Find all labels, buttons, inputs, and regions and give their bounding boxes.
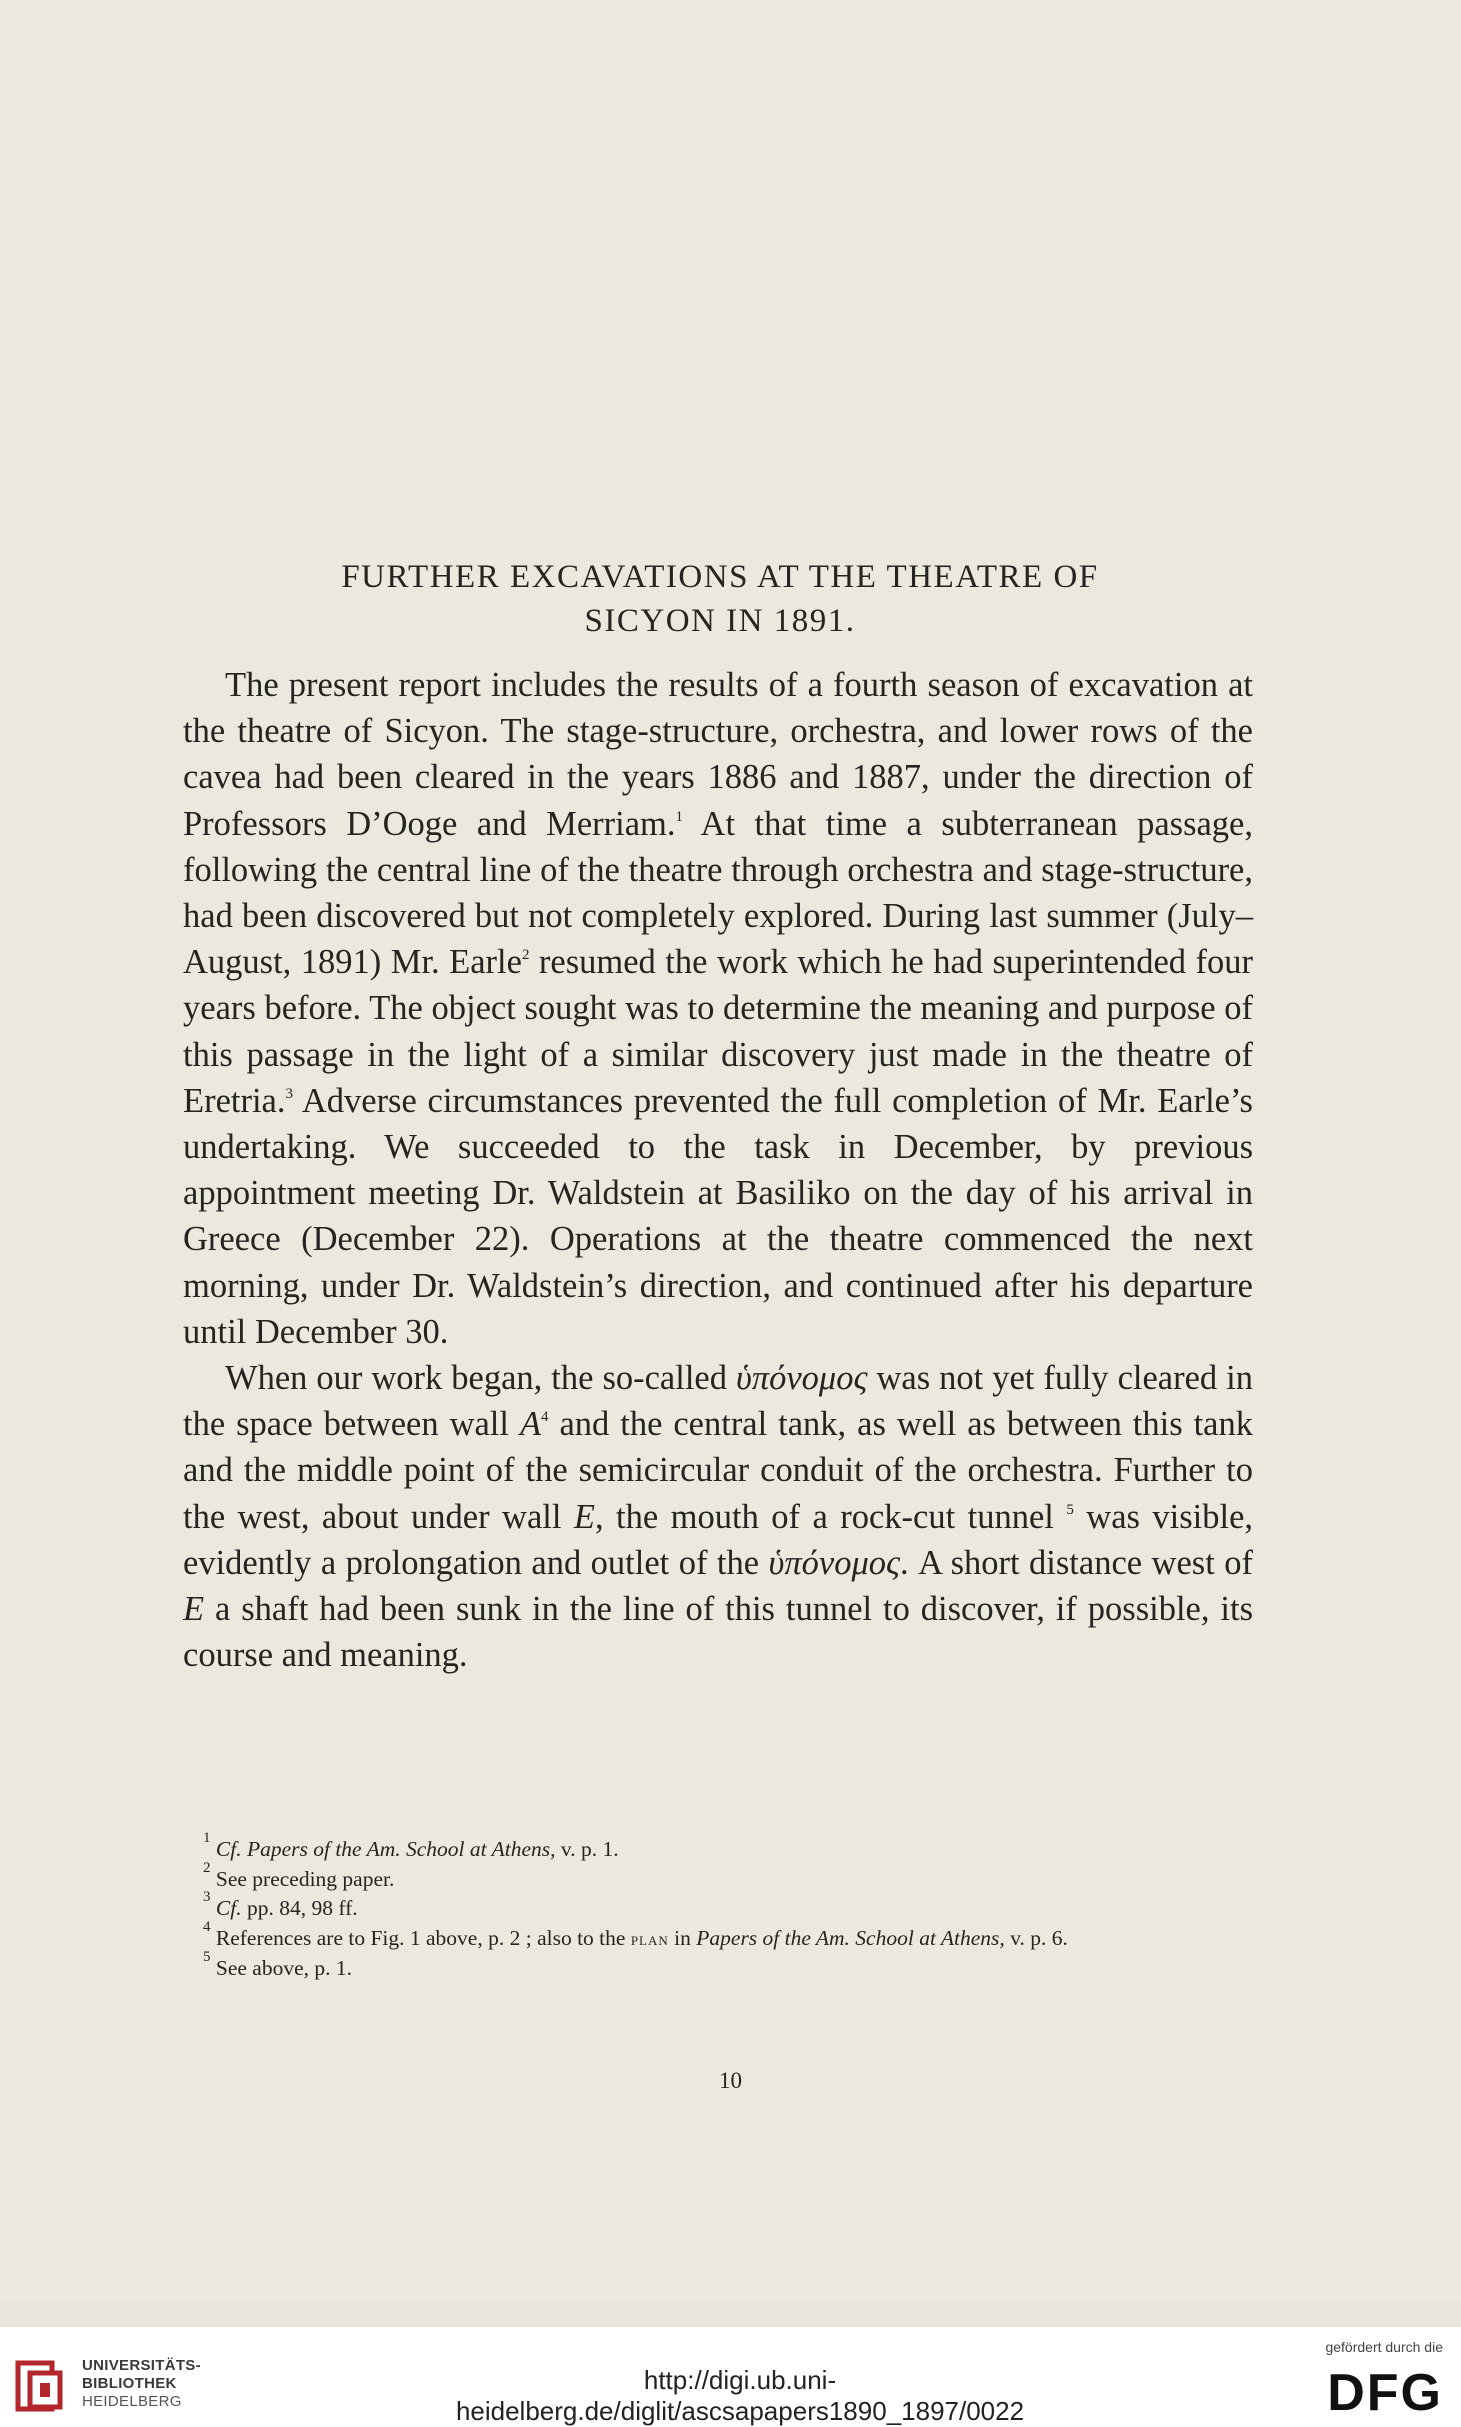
footnote-4 xyxy=(183,1918,1253,1955)
footnote-text: v. p. 1. xyxy=(555,1837,619,1861)
p1-text-a: The present report includes the results of a fourth season of excavation at the theatre of Sicyon. The stage-structure, orchestra, and lower rows of the cavea had been cleared in the years 1886 and 1887, under the direction of Professors D’Ooge and Merriam. xyxy=(183,666,1253,843)
permalink-url[interactable]: http://digi.ub.uni-heidelberg.de/diglit/ascsapapers1890_1897/0022 xyxy=(455,2365,1025,2426)
footnote-text: in xyxy=(668,1925,697,1950)
wall-label-e: E xyxy=(573,1497,595,1536)
footnote-3 xyxy=(183,1889,1253,1924)
library-name-line-1: UNIVERSITÄTS- xyxy=(82,2357,201,2374)
p1-text-b: At that time a subterranean passage, following the central line of the theatre through orchestra and stage-structure, had been discovered but not completely explored. During last summer (July–August, 1891) Mr. Earle xyxy=(183,804,1253,982)
p2-text-c: and the central tank, as well as between this tank and the middle point of the semicircular conduit of the orchestra. Further to the west, about under wall xyxy=(183,1405,1253,1536)
footnote-text: v. p. 6. xyxy=(1004,1925,1068,1950)
footnote-text: pp. 84, 98 ff. xyxy=(241,1896,358,1920)
footnote-ref-4: 4 xyxy=(541,1409,549,1426)
paragraph-1 xyxy=(183,662,1253,1355)
p2-text-g: a shaft had been sunk in the line of this tunnel to discover, if possible, its course and meaning. xyxy=(183,1590,1253,1675)
p2-text-f: . A short distance west of xyxy=(900,1543,1253,1582)
footnote-5 xyxy=(183,1949,1253,1984)
p2-text-d: , the mouth of a rock-cut tunnel xyxy=(594,1497,1067,1536)
p1-text-c: resumed the work which he had superintended four years before. The object sought was to determine the meaning and purpose of this passage in the light of a similar discovery just made in the theatre of Eretria. xyxy=(183,943,1253,1120)
footnote-citation: Cf. Papers of the Am. School at Athens, xyxy=(215,1837,556,1861)
footnote-number: 3 xyxy=(203,1889,211,1905)
footnote-text: See preceding paper. xyxy=(215,1866,395,1891)
footnote-1 xyxy=(183,1830,1253,1865)
footnote-text: See above, p. 1. xyxy=(215,1956,353,1980)
footnote-ref-2: 2 xyxy=(521,947,530,964)
article-body xyxy=(183,662,1253,1678)
article-title xyxy=(180,555,1260,643)
footnote-ref-1: 1 xyxy=(675,808,683,825)
greek-term: ὑπόνομος xyxy=(735,1359,868,1398)
footnotes xyxy=(183,1830,1253,1984)
paragraph-2 xyxy=(183,1355,1253,1678)
library-name-line-3: HEIDELBERG xyxy=(82,2393,182,2410)
footnote-ref-3: 3 xyxy=(285,1085,293,1102)
library-name-line-2: BIBLIOTHEK xyxy=(82,2375,177,2392)
footnote-ref-5: 5 xyxy=(1066,1501,1074,1518)
p2-text-e: was visible, evidently a prolongation and outlet of the xyxy=(183,1497,1254,1582)
title-line-1: FURTHER EXCAVATIONS AT THE THEATRE OF xyxy=(341,559,1099,595)
wall-label-a: A xyxy=(519,1405,542,1444)
library-logo-icon xyxy=(14,2359,64,2413)
footnote-smallcaps: plan xyxy=(630,1928,669,1950)
p2-text-b: was not yet fully cleared in the space between wall xyxy=(183,1359,1253,1444)
dfg-logo: DFG xyxy=(1327,2364,1443,2422)
p1-text-d: Adverse circumstances prevented the full completion of Mr. Earle’s undertaking. We succeeded to the task in December, by previous appointment meeting Dr. Waldstein at Basiliko on the day of his arrival in Greece (December 22). Operations at the theatre commenced the next morning, under Dr. Waldstein’s direction, and continued after his departure until December 30. xyxy=(183,1081,1253,1351)
wall-label-e: E xyxy=(183,1590,205,1629)
p2-text-a: When our work began, the so-called xyxy=(225,1359,736,1398)
footnote-number: 2 xyxy=(203,1859,211,1876)
footnote-citation: Papers of the Am. School at Athens, xyxy=(696,1925,1005,1950)
footnote-2 xyxy=(183,1859,1253,1895)
footnote-number: 4 xyxy=(203,1918,211,1935)
footnote-text: References are to Fig. 1 above, p. 2 ; also to the xyxy=(215,1925,631,1950)
digitization-footer xyxy=(0,2327,1461,2427)
funded-by-text: gefördert durch die xyxy=(1325,2339,1443,2355)
footnote-number: 1 xyxy=(203,1830,211,1846)
footnote-citation: Cf. xyxy=(215,1896,242,1920)
title-line-2: SICYON IN 1891. xyxy=(584,603,856,639)
footnote-number: 5 xyxy=(203,1949,211,1965)
library-name xyxy=(82,2357,201,2411)
page-number: 10 xyxy=(719,2068,742,2093)
greek-term: ὑπόνομος xyxy=(768,1543,901,1582)
